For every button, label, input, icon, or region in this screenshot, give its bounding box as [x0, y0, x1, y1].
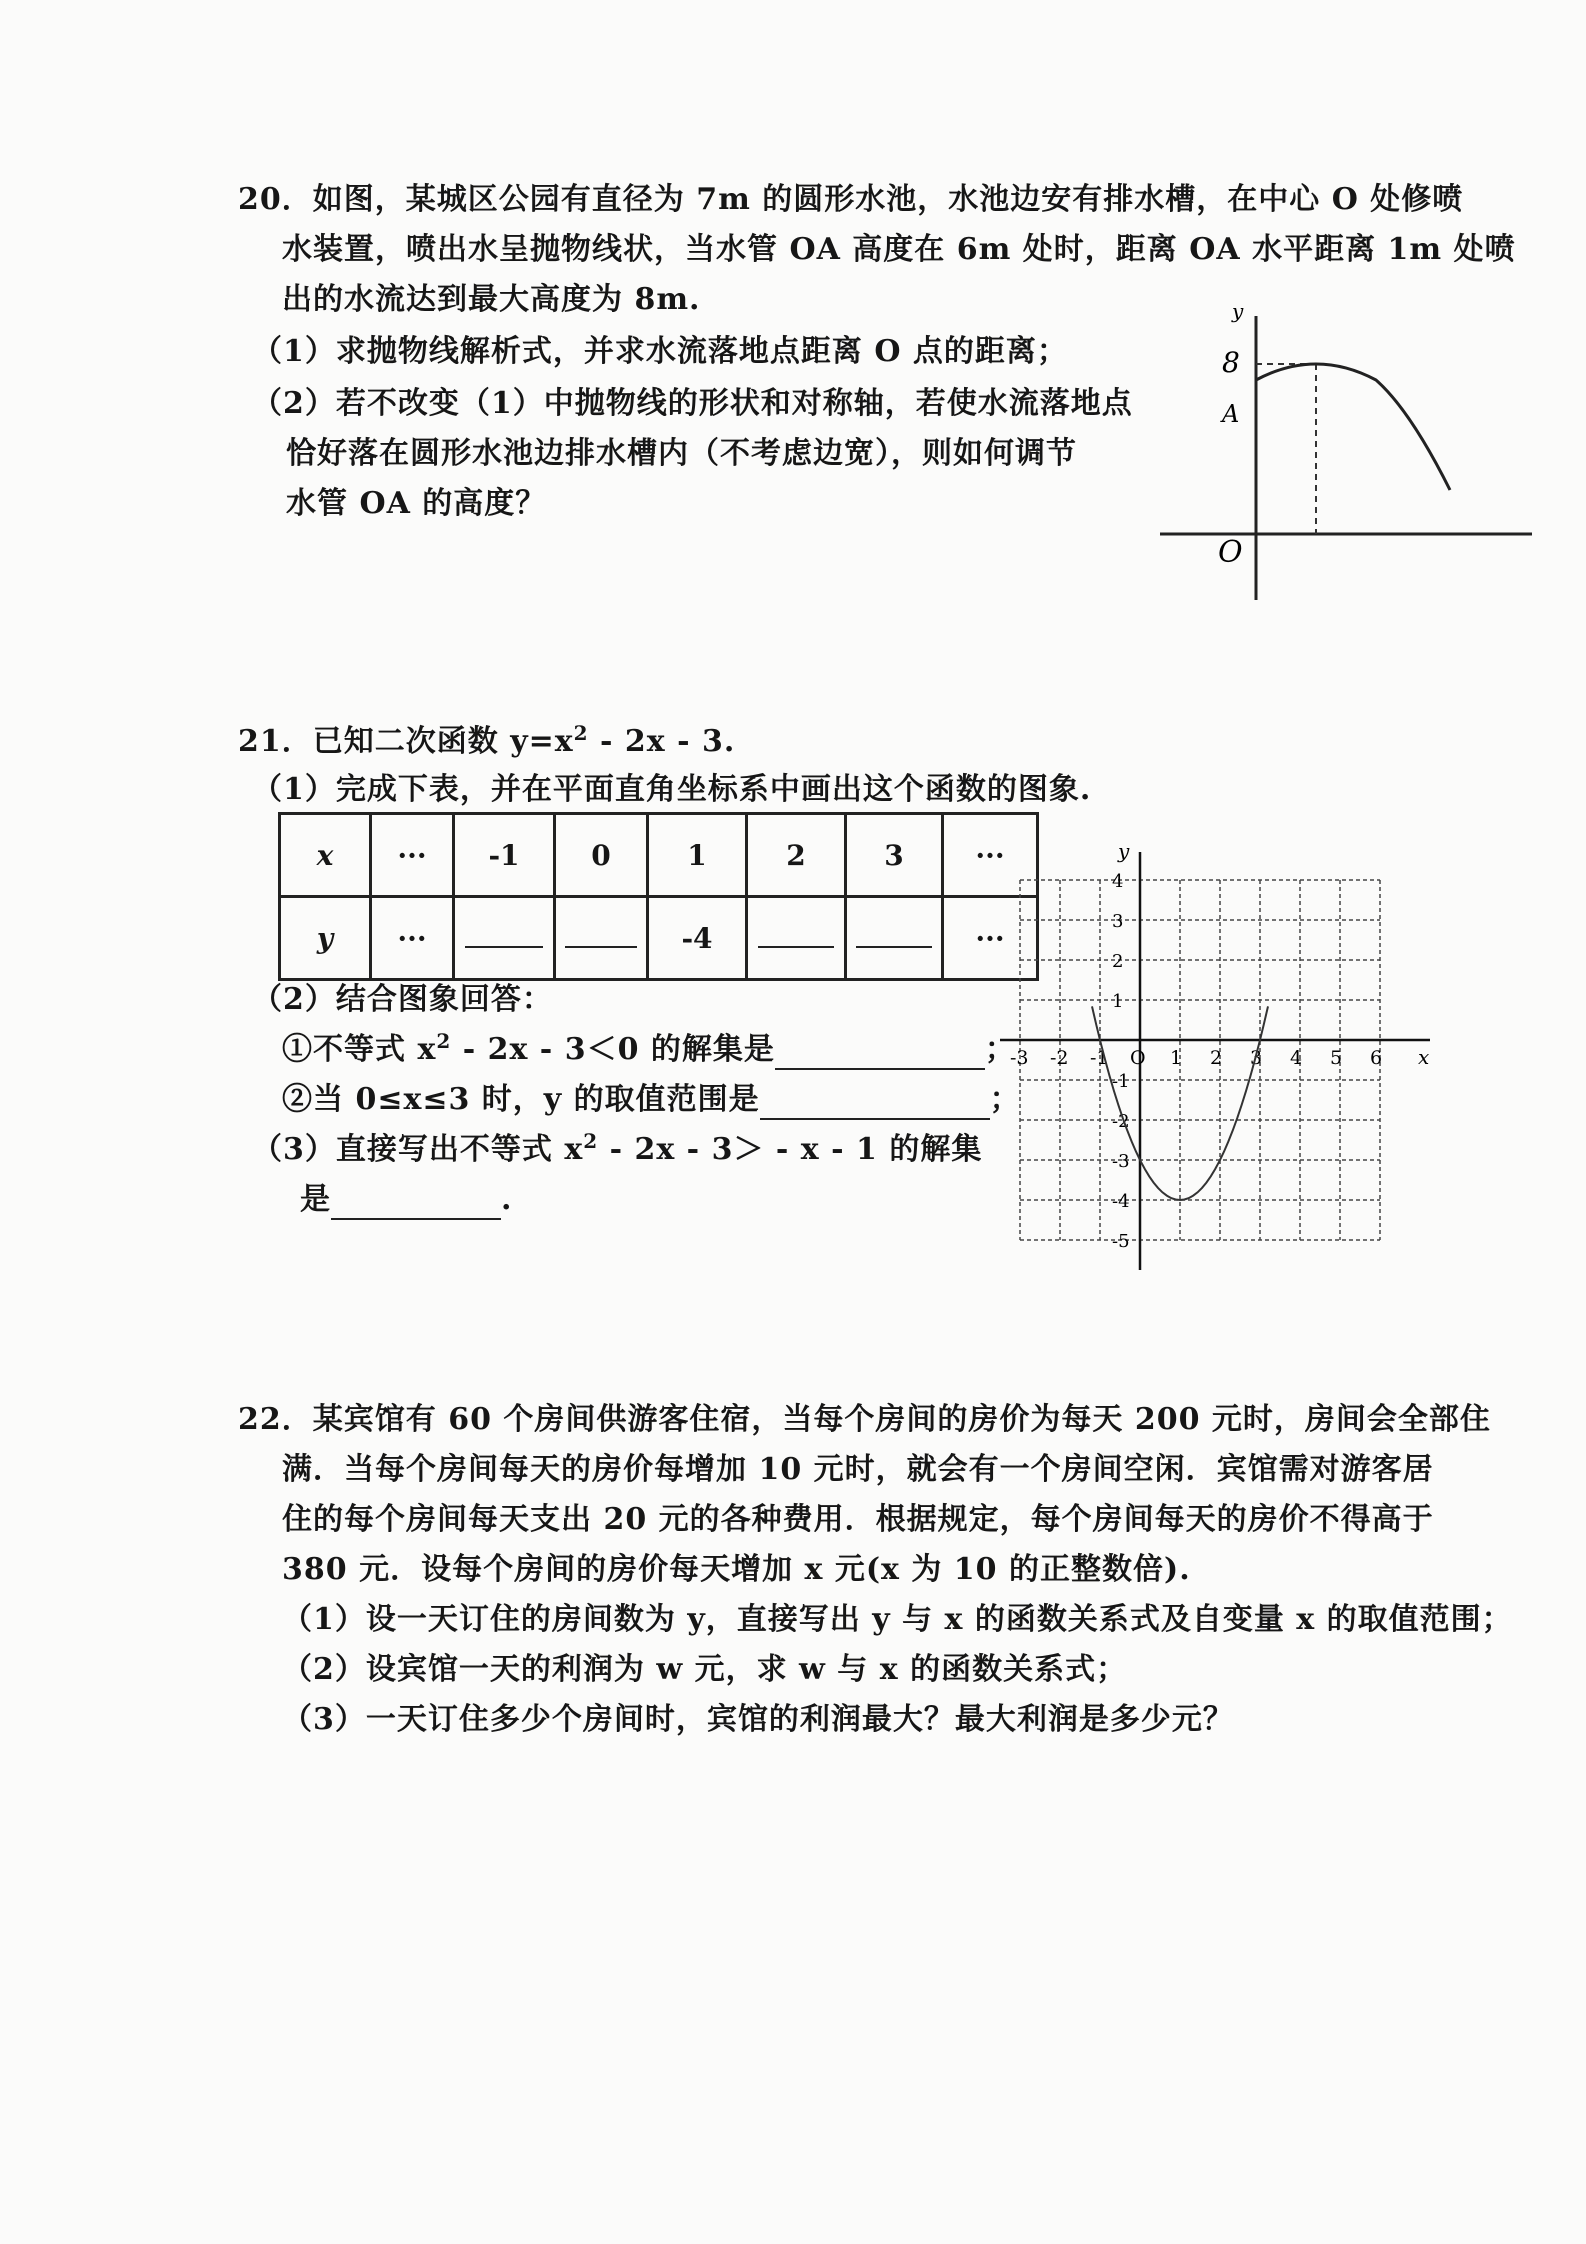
q20-line3: 出的水流达到最大高度为 8m.: [282, 282, 701, 317]
table-cell: ···: [371, 897, 454, 980]
table-cell: 1: [648, 814, 747, 897]
q21-p3-b: 是: [300, 1182, 331, 1217]
table-cell: ···: [943, 814, 1038, 897]
q22-line4: 380 元．设每个房间的房价每天增加 x 元(x 为 10 的正整数倍).: [282, 1552, 1191, 1587]
grid-x-label: x: [1418, 1045, 1430, 1069]
answer-blank-cell[interactable]: [555, 897, 648, 980]
grid-y-label: y: [1118, 840, 1130, 863]
table-cell: 3: [846, 814, 943, 897]
grid-x-tick: 3: [1250, 1047, 1263, 1069]
q21-p2-1-end: ；: [984, 1032, 1016, 1067]
table-cell: 0: [555, 814, 648, 897]
q21-p3-exp: 2: [583, 1129, 599, 1153]
q21-title: [238, 722, 735, 762]
q22-line2: 满．当每个房间每天的房价每增加 10 元时，就会有一个房间空闲．宾馆需对游客居: [282, 1452, 1434, 1487]
answer-blank[interactable]: [331, 1188, 501, 1220]
grid-y-tick: 2: [1112, 951, 1124, 972]
q20-part2b: 恰好落在圆形水池边排水槽内（不考虑边宽），则如何调节: [286, 436, 1077, 471]
q21-p3-prefix: （3）直接写出不等式 x: [252, 1132, 584, 1167]
table-cell: -4: [648, 897, 747, 980]
table-cell: x: [280, 814, 371, 897]
q21-title-suffix: - 2x - 3.: [588, 724, 736, 759]
q20-y-label: y: [1232, 300, 1244, 323]
q20-label-8: 8: [1222, 346, 1240, 379]
q20-line2: 水装置，喷出水呈抛物线状，当水管 OA 高度在 6m 处时，距离 OA 水平距离 1m 处喷: [282, 232, 1516, 267]
q20-part2c: 水管 OA 的高度？: [286, 486, 547, 521]
grid-x-tick: -1: [1090, 1047, 1109, 1069]
q22-part3: （3）一天订住多少个房间时，宾馆的利润最大？最大利润是多少元？: [282, 1702, 1234, 1737]
q22-line3: 住的每个房间每天支出 20 元的各种费用．根据规定，每个房间每天的房价不得高于: [282, 1502, 1434, 1537]
q21-p2-1-exp: 2: [436, 1029, 452, 1053]
table-cell: y: [280, 897, 371, 980]
grid-y-tick: -1: [1112, 1071, 1130, 1092]
grid-y-tick: -2: [1112, 1111, 1130, 1132]
grid-x-tick: 2: [1210, 1047, 1223, 1069]
q21-p2-2-text: ②当 0≤x≤3 时，y 的取值范围是: [282, 1082, 760, 1117]
q21-part2-1: [282, 1030, 1016, 1070]
q21-part3b: [300, 1180, 512, 1220]
q21-part3: [252, 1130, 982, 1170]
q21-part2-2: [282, 1080, 1021, 1120]
grid-x-tick: O: [1130, 1047, 1146, 1069]
grid-y-tick: -3: [1112, 1151, 1130, 1172]
grid-x-tick: -2: [1050, 1047, 1069, 1069]
q22-part1: （1）设一天订住的房间数为 y，直接写出 y 与 x 的函数关系式及自变量 x 的取值范围；: [282, 1602, 1513, 1637]
grid-y-tick: 4: [1112, 871, 1124, 892]
table-cell: -1: [454, 814, 555, 897]
q21-title-exp: 2: [573, 721, 589, 745]
answer-blank[interactable]: [775, 1038, 985, 1070]
grid-x-tick: 5: [1330, 1047, 1343, 1069]
q20-line1: 20．如图，某城区公园有直径为 7m 的圆形水池，水池边安有排水槽，在中心 O 处修喷: [238, 182, 1464, 217]
q20-part1: （1）求抛物线解析式，并求水流落地点距离 O 点的距离；: [252, 334, 1068, 369]
q21-p2-2-end: ；: [989, 1082, 1021, 1117]
grid-y-tick: -5: [1112, 1231, 1130, 1252]
grid-y-tick: -4: [1112, 1191, 1130, 1212]
grid-x-tick: 1: [1170, 1047, 1183, 1069]
q20-part2a: （2）若不改变（1）中抛物线的形状和对称轴，若使水流落地点: [252, 386, 1133, 421]
answer-blank-cell[interactable]: [747, 897, 846, 980]
q21-coordinate-grid: [1000, 840, 1440, 1280]
grid-x-tick: -3: [1010, 1047, 1029, 1069]
q22-part2: （2）设宾馆一天的利润为 w 元，求 w 与 x 的函数关系式；: [282, 1652, 1128, 1687]
table-cell: ···: [943, 897, 1038, 980]
grid-y-tick: 3: [1112, 911, 1124, 932]
q21-p2-1-suffix: - 2x - 3＜0 的解集是: [451, 1032, 775, 1067]
q20-label-o: O: [1218, 535, 1243, 570]
q22-line1: 22．某宾馆有 60 个房间供游客住宿，当每个房间的房价为每天 200 元时，房间会全部住: [238, 1402, 1491, 1437]
answer-blank[interactable]: [760, 1088, 990, 1120]
q21-part1: （1）完成下表，并在平面直角坐标系中画出这个函数的图象.: [252, 772, 1092, 807]
q21-title-prefix: 21．已知二次函数 y=x: [238, 724, 574, 759]
q21-p3-suffix: - 2x - 3＞ - x - 1 的解集: [598, 1132, 983, 1167]
q21-part2: （2）结合图象回答：: [252, 982, 553, 1017]
q20-parabola-figure: [1160, 300, 1540, 600]
table-cell: 2: [747, 814, 846, 897]
q21-value-table: [278, 812, 1039, 981]
q20-label-a: A: [1222, 400, 1240, 428]
grid-x-tick: 4: [1290, 1047, 1303, 1069]
q20-parabola-curve: [1256, 364, 1450, 490]
table-row-x: [280, 814, 1038, 897]
grid-y-tick: 1: [1112, 991, 1124, 1012]
table-cell: ···: [371, 814, 454, 897]
grid-x-tick: 6: [1370, 1047, 1383, 1069]
q21-p3-end: .: [501, 1182, 513, 1217]
answer-blank-cell[interactable]: [846, 897, 943, 980]
answer-blank-cell[interactable]: [454, 897, 555, 980]
table-row-y: [280, 897, 1038, 980]
q21-p2-1-prefix: ①不等式 x: [282, 1032, 437, 1067]
